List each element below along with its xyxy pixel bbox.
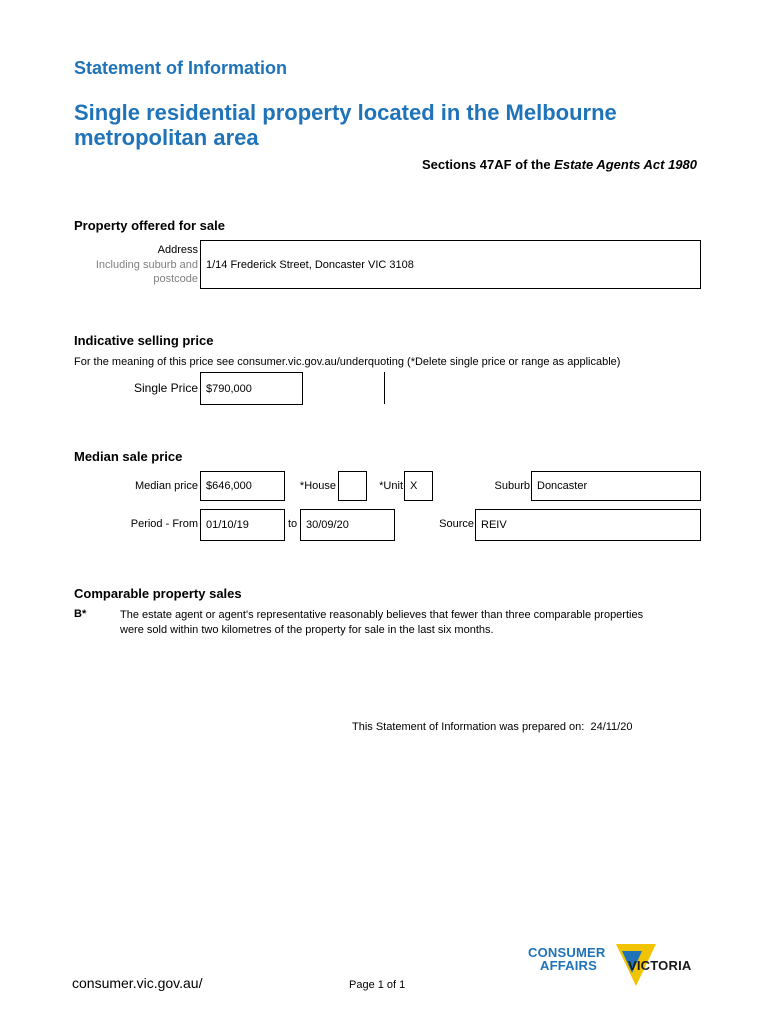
address-label-line-1: Address <box>157 244 198 256</box>
comparable-statement <box>120 608 643 638</box>
suburb-field[interactable]: Doncaster <box>531 471 701 501</box>
unit-checkbox[interactable]: X <box>404 471 433 501</box>
suburb-label: Suburb <box>494 480 530 492</box>
indicative-heading: Indicative selling price <box>74 333 214 348</box>
house-label: *House <box>299 480 336 492</box>
source-field[interactable]: REIV <box>475 509 701 541</box>
address-label-line-2: Including suburb and <box>95 258 198 271</box>
comparable-line-2: were sold within two kilometres of the property for sale in the last six months. <box>120 624 494 636</box>
median-heading: Median sale price <box>74 449 183 464</box>
document-kicker: Statement of Information <box>74 58 288 78</box>
footer-url[interactable]: consumer.vic.gov.au/ <box>72 975 203 991</box>
period-from-field[interactable]: 01/10/19 <box>200 509 285 541</box>
legislation-reference <box>422 157 697 172</box>
indicative-note: For the meaning of this price see consumer.vic.gov.au/underquoting (*Delete single price or range as applicable) <box>74 356 621 368</box>
house-checkbox[interactable] <box>338 471 367 501</box>
page-title-line-1: Single residential property located in the Melbourne <box>74 100 617 125</box>
unit-label: *Unit <box>379 480 403 492</box>
comparable-heading: Comparable property sales <box>74 586 242 601</box>
source-label: Source <box>439 518 474 530</box>
prepared-date: 24/11/20 <box>590 721 633 733</box>
single-price-label: Single Price <box>133 381 198 395</box>
single-price-field[interactable]: $790,000 <box>200 372 303 405</box>
logo-line-1: CONSUMER <box>528 945 606 960</box>
comparable-line-1: The estate agent or agent's representative reasonably believes that fewer than three comparable properties <box>120 609 644 621</box>
page-title <box>74 100 694 150</box>
logo-line-3: VICTORIA <box>628 958 692 973</box>
address-label-line-3: postcode <box>153 273 198 285</box>
comparable-option: B* <box>74 608 87 620</box>
period-from-label: Period - From <box>130 518 198 530</box>
legislation-act: Estate Agents Act 1980 <box>554 157 697 172</box>
median-price-label: Median price <box>135 480 198 492</box>
prepared-label: This Statement of Information was prepared on: <box>352 721 585 733</box>
prepared-statement <box>352 721 632 733</box>
logo-line-2: AFFAIRS <box>540 958 598 973</box>
page-title-line-2: metropolitan area <box>74 125 259 150</box>
legislation-prefix: Sections 47AF of the <box>421 157 555 172</box>
period-to-text: to <box>288 518 298 530</box>
property-heading: Property offered for sale <box>74 218 225 233</box>
consumer-affairs-victoria-logo <box>528 942 704 990</box>
range-divider <box>384 372 385 404</box>
address-label <box>96 243 198 287</box>
page-number: Page 1 of 1 <box>349 979 406 991</box>
period-to-field[interactable]: 30/09/20 <box>300 509 395 541</box>
median-price-field[interactable]: $646,000 <box>200 471 285 501</box>
address-field[interactable]: 1/14 Frederick Street, Doncaster VIC 3108 <box>200 240 701 289</box>
